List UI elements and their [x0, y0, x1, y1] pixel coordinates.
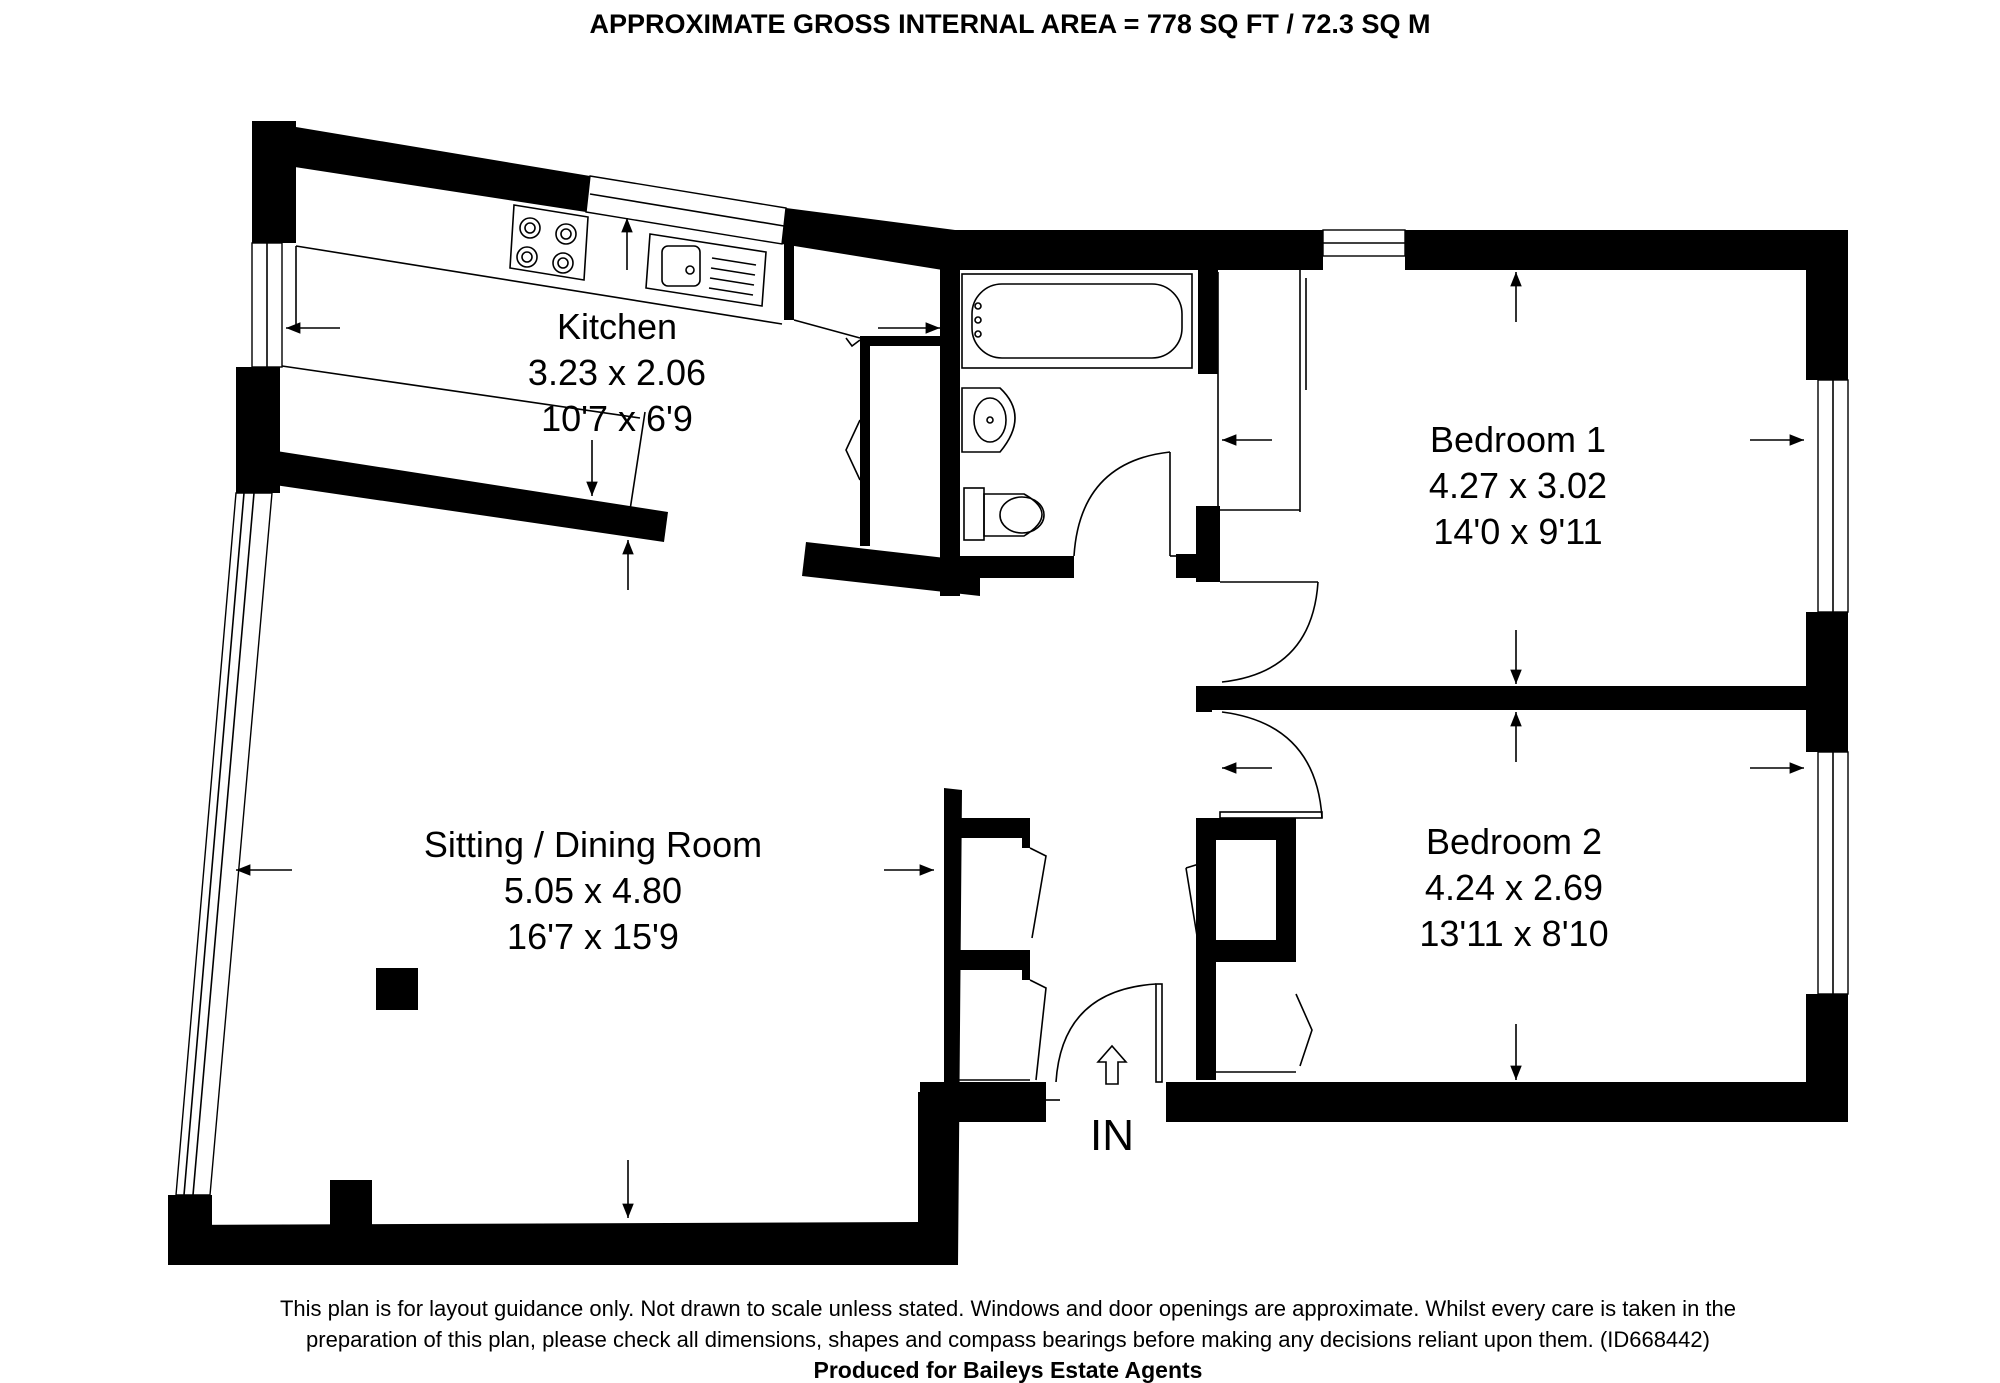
wall-entrance-left	[920, 1082, 1046, 1122]
toilet-icon	[964, 488, 1044, 540]
wall-bed1-left-lower	[1196, 506, 1220, 582]
bedroom2-metric: 4.24 x 2.69	[1424, 867, 1604, 908]
bath-icon	[962, 274, 1192, 368]
kitchen-name: Kitchen	[556, 306, 678, 347]
kitchen-imperial: 10'7 x 6'9	[541, 398, 693, 439]
wall-bath-top	[955, 230, 1317, 270]
wall-cupboard-stub-a	[1022, 818, 1030, 848]
wall-bath-left	[940, 232, 960, 596]
gross-area-heading: APPROXIMATE GROSS INTERNAL AREA = 778 SQ FT / 72.3 SQ M	[589, 9, 1431, 39]
column-sitting	[376, 968, 418, 1010]
disclaimer-line-2: preparation of this plan, please check all dimensions, shapes and compass bearings before making any decisions reliant upon them. (ID668442)	[306, 1327, 1710, 1352]
disclaimer-line-1: This plan is for layout guidance only. Not drawn to scale unless stated. Windows and door openings are approximate. Whilst every care is taken in the	[279, 1296, 1737, 1321]
wall-bed1-top	[1405, 230, 1848, 270]
wall-bed2-cupboard-right	[1276, 818, 1296, 942]
entrance-label: IN	[1090, 1111, 1134, 1160]
wall-entrance-right	[1166, 1082, 1206, 1122]
wall-bath-bottom	[960, 556, 1074, 578]
wall-kitchen-divider-left	[268, 450, 668, 542]
bedroom1-name: Bedroom 1	[1429, 419, 1607, 460]
room-bedroom2	[1419, 821, 1608, 954]
wall-bedroom-divider	[1196, 686, 1848, 710]
wall-right-middle	[1806, 612, 1848, 752]
wall-kitchen-top-right	[782, 208, 955, 272]
wall-kitchen-cupboard-top	[860, 336, 942, 346]
room-kitchen	[528, 306, 706, 439]
sink-icon	[646, 234, 766, 306]
wall-kitchen-cupboard	[860, 338, 870, 546]
wall-cupboard-top	[944, 818, 1030, 838]
wall-cupboard-mid	[944, 950, 1030, 970]
wall-bath-right	[1198, 268, 1218, 374]
wall-bed2-bottom	[1166, 1082, 1848, 1122]
wall-cupboard-stub-b	[1022, 950, 1030, 980]
produced-for: Produced for Baileys Estate Agents	[813, 1357, 1203, 1383]
wall-bed1-top-left	[1317, 230, 1323, 270]
wall-bed2-left	[1196, 818, 1216, 1080]
footer	[280, 1296, 1736, 1383]
wall-right-upper	[1806, 230, 1848, 380]
walls	[168, 121, 1848, 1265]
bedroom2-imperial: 13'11 x 8'10	[1419, 913, 1609, 954]
bedroom1-metric: 4.27 x 3.02	[1428, 465, 1608, 506]
bedroom1-imperial: 14'0 x 9'11	[1433, 511, 1603, 552]
room-sitting	[424, 824, 762, 957]
wall-kitchen-left-upper	[252, 121, 296, 243]
sitting-imperial: 16'7 x 15'9	[507, 916, 679, 957]
wall-hall-stub	[1196, 686, 1212, 712]
sitting-metric: 5.05 x 4.80	[503, 870, 683, 911]
basin-icon	[962, 388, 1015, 452]
room-bedroom1	[1429, 419, 1607, 552]
wall-kitchen-top	[256, 121, 590, 212]
fixtures	[282, 205, 1322, 1100]
kitchen-metric: 3.23 x 2.06	[527, 352, 707, 393]
hob-icon	[510, 205, 588, 280]
sitting-name: Sitting / Dining Room	[423, 824, 763, 865]
column-bottom	[330, 1180, 372, 1226]
entrance-arrow-icon	[1098, 1046, 1126, 1084]
wall-kitchen-store	[784, 244, 794, 320]
wall-sitting-bottom	[168, 1222, 920, 1265]
bedroom2-name: Bedroom 2	[1425, 821, 1603, 862]
